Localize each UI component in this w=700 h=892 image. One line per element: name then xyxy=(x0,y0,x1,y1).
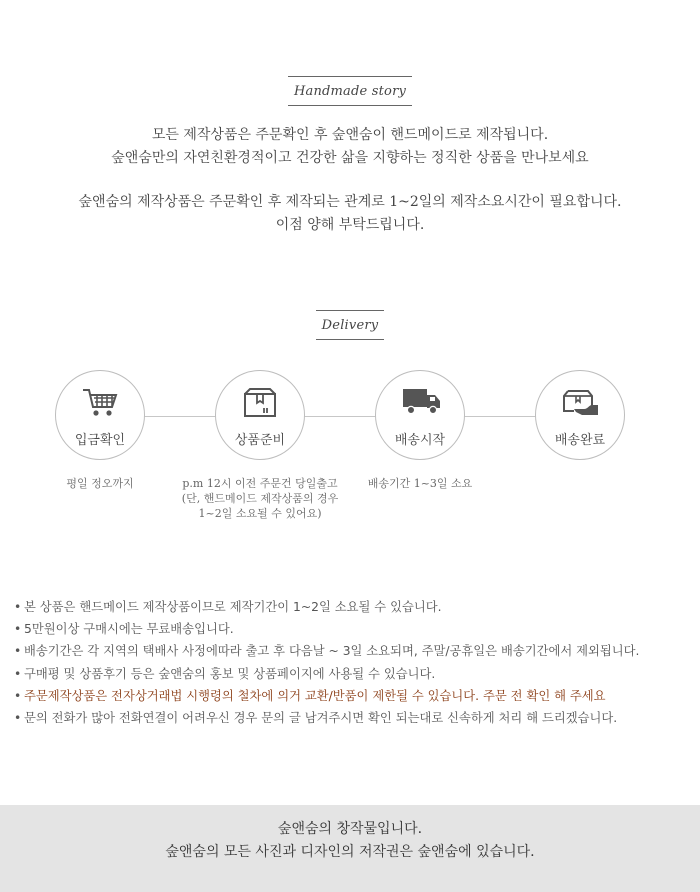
step-delivered xyxy=(500,370,660,460)
box-icon xyxy=(242,387,278,419)
story-line-2: 숲앤숨만의 자연친환경적이고 건강한 삶을 지향하는 정직한 상품을 만나보세요 xyxy=(111,150,589,166)
step-label: 배송시작 xyxy=(394,433,446,448)
step-circle xyxy=(55,370,145,460)
footer-line-1: 숲앤숨의 창작물입니다. xyxy=(277,821,423,837)
handmade-story-text xyxy=(0,124,700,237)
notice-item-warning: • 주문제작상품은 전자상거래법 시행령의 철차에 의거 교환/반품이 제한될 수 있습니다. 주문 전 확인 해 주세요 xyxy=(14,688,606,703)
step-preparing xyxy=(180,370,340,521)
step-deposit xyxy=(20,370,180,491)
delivery-flow xyxy=(0,370,700,530)
story-line-1: 모든 제작상품은 주문확인 후 숲앤숨이 핸드메이드로 제작됩니다. xyxy=(151,127,549,143)
step-circle xyxy=(375,370,465,460)
step-circle xyxy=(535,370,625,460)
step-label: 입금확인 xyxy=(74,433,126,448)
delivery-title: Delivery xyxy=(316,310,385,340)
step-shipping xyxy=(340,370,500,491)
notice-item: • 문의 전화가 많아 전화연결이 어려우신 경우 문의 글 남겨주시면 확인 되는대로 신속하게 처리 해 드리겠습니다. xyxy=(14,710,618,725)
notice-item: • 본 상품은 핸드메이드 제작상품이므로 제작기간이 1~2일 소요될 수 있습니다. xyxy=(14,600,442,614)
shopping-cart-icon xyxy=(82,387,120,419)
step-desc xyxy=(20,476,180,491)
notice-item: • 5만원이상 구매시에는 무료배송입니다. xyxy=(14,622,234,637)
story-line-4: 이점 양해 부탁드립니다. xyxy=(275,217,425,233)
notice-item: • 구매평 및 상품후기 등은 숲앤숨의 홍보 및 상품페이지에 사용될 수 있습니다. xyxy=(14,666,436,681)
step-label: 상품준비 xyxy=(234,433,286,448)
handmade-story-title: Handmade story xyxy=(288,76,412,106)
step-circle xyxy=(215,370,305,460)
step-desc-line: (단, 핸드메이드 제작상품의 경우 xyxy=(181,492,339,505)
handmade-title-wrap xyxy=(0,76,700,106)
copyright-footer xyxy=(0,805,700,892)
step-desc-line: p.m 12시 이전 주문건 당일출고 xyxy=(182,477,338,490)
story-line-3: 숲앤숨의 제작상품은 주문확인 후 제작되는 관계로 1~2일의 제작소요시간이 필요합니다. xyxy=(78,194,622,210)
notice-list xyxy=(14,596,690,729)
step-desc-line: 배송기간 1~3일 소요 xyxy=(367,477,473,490)
step-desc-line: 1~2일 소요될 수 있어요) xyxy=(198,507,322,520)
notice-item: • 배송기간은 각 지역의 택배사 사정에따라 출고 후 다음날 ~ 3일 소요되며, 주말/공휴일은 배송기간에서 제외됩니다. xyxy=(14,644,640,659)
step-desc xyxy=(180,476,340,521)
delivery-title-wrap xyxy=(0,310,700,340)
step-desc xyxy=(340,476,500,491)
package-received-icon xyxy=(562,387,600,419)
step-label: 배송완료 xyxy=(554,433,606,448)
footer-line-2: 숲앤숨의 모든 사진과 디자인의 저작권은 숲앤숨에 있습니다. xyxy=(165,844,535,860)
delivery-truck-icon xyxy=(402,387,442,417)
step-desc-line: 평일 정오까지 xyxy=(66,477,134,490)
